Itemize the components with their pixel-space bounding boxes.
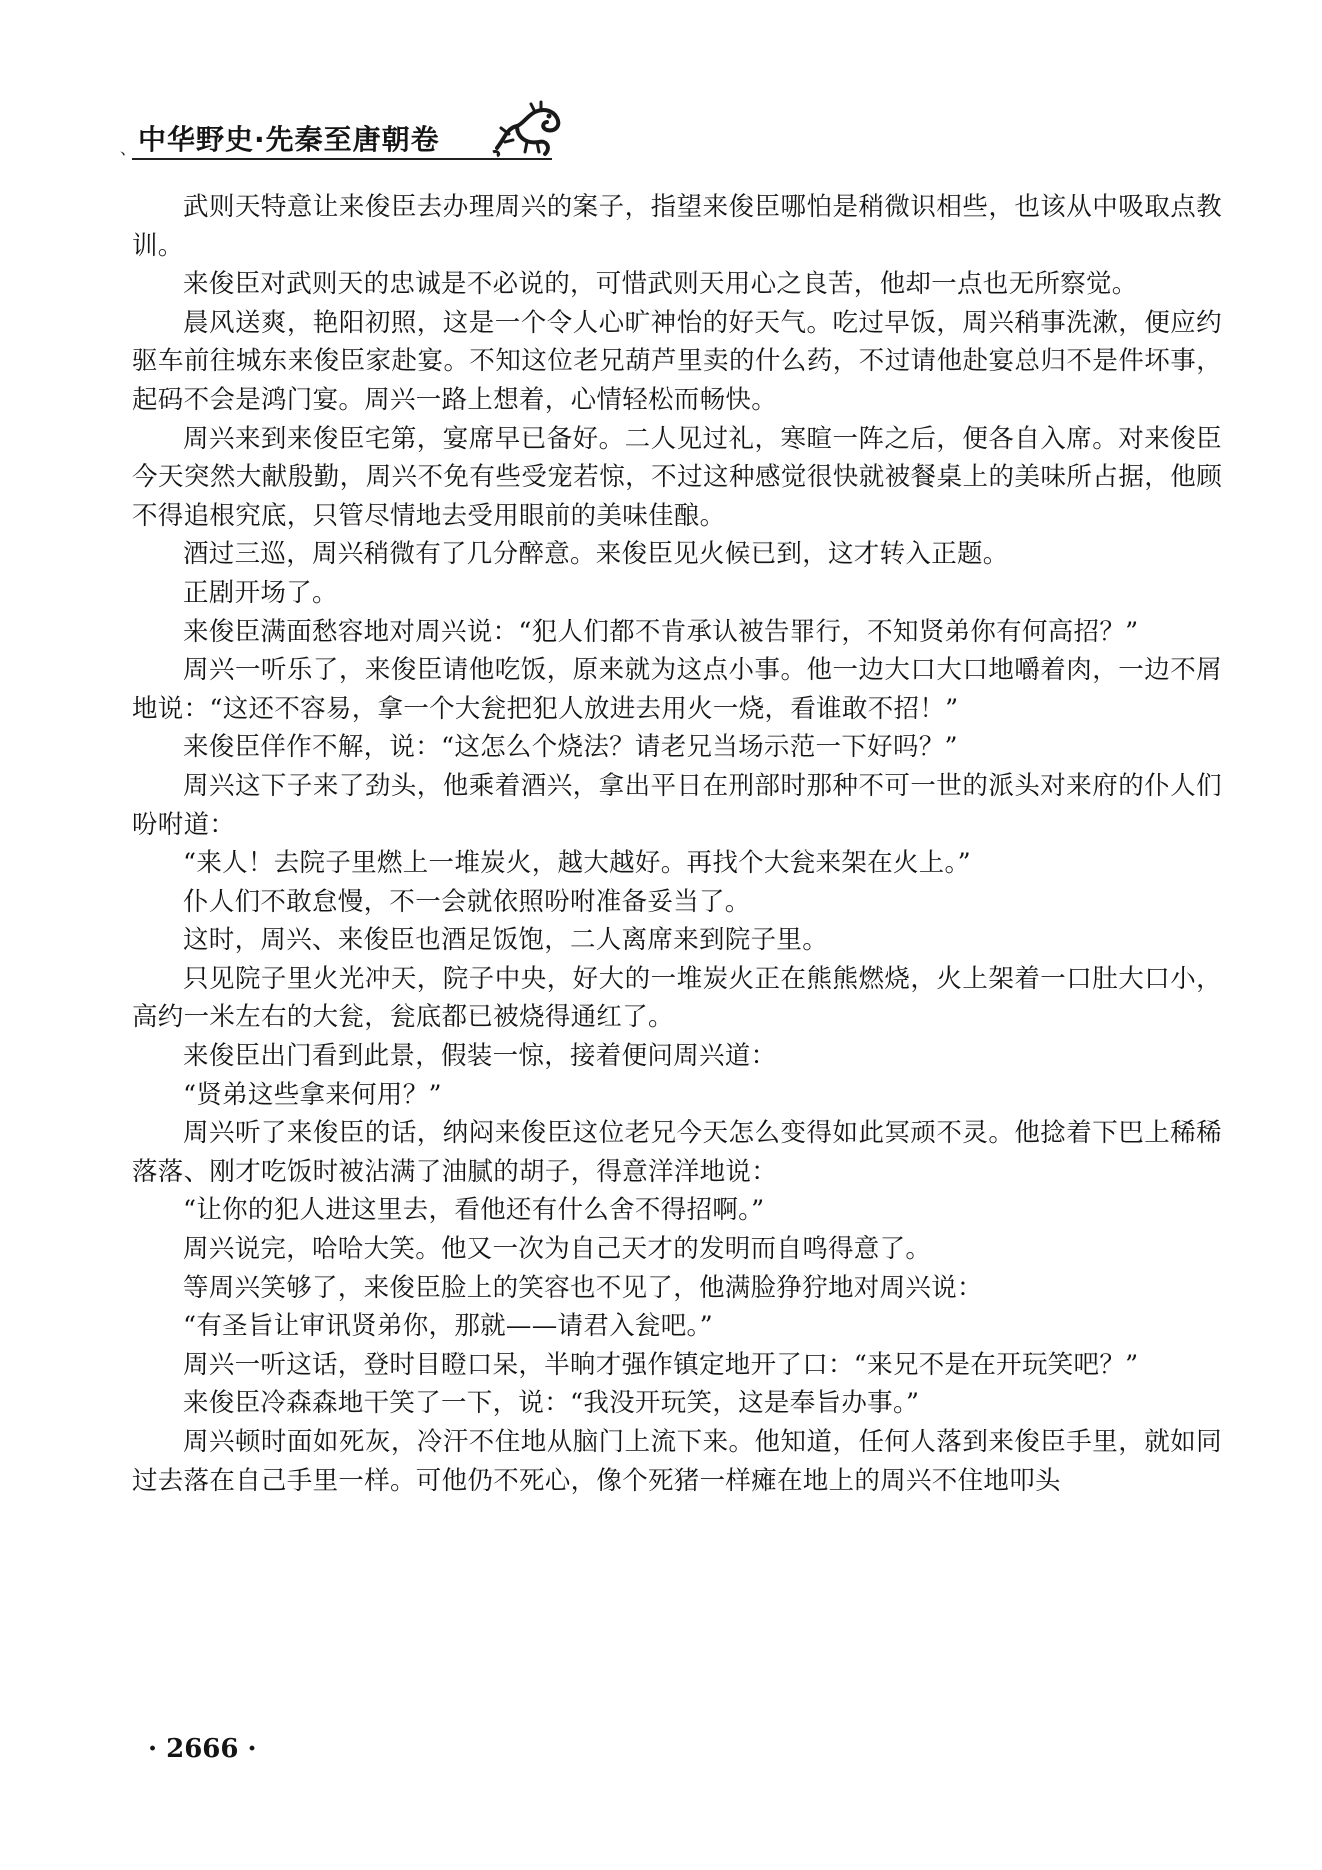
paragraph: 来俊臣冷森森地干笑了一下，说：“我没开玩笑，这是奉旨办事。” [183,1388,920,1419]
paragraph: “有圣旨让审讯贤弟你，那就——请君入瓮吧。” [183,1311,713,1342]
paragraph: 来俊臣满面愁容地对周兴说：“犯人们都不肯承认被告罪行，不知贤弟你有何高招？” [183,616,1139,647]
paragraph: 晨风送爽，艳阳初照，这是一个令人心旷神怡的好天气。吃过早饭，周兴稍事洗漱，便应约驱车前往城东来俊臣家赴宴。不知这位老兄葫芦里卖的什么药，不过请他赴宴总归不是件坏事，起码不会是鸿门宴。周兴一路上想着，心情轻松而畅快。 [132,307,1222,415]
paragraph: “贤弟这些拿来何用？” [183,1079,442,1110]
paragraph: 周兴说完，哈哈大笑。他又一次为自己天才的发明而自鸣得意了。 [183,1234,932,1265]
paragraph: “来人！去院子里燃上一堆炭火，越大越好。再找个大瓮来架在火上。” [183,848,971,879]
page-number: · 2666 · [148,1734,257,1764]
paragraph: “让你的犯人进这里去，看他还有什么舍不得招啊。” [183,1195,765,1226]
header-lead-mark: 、 [120,139,137,158]
paragraph: 周兴一听乐了，来俊臣请他吃饭，原来就为这点小事。他一边大口大口地嚼着肉，一边不屑地说：“这还不容易，拿一个大瓮把犯人放进去用火一烧，看谁敢不招！” [132,655,1222,724]
paragraph: 等周兴笑够了，来俊臣脸上的笑容也不见了，他满脸狰狞地对周兴说： [183,1272,983,1303]
paragraph: 武则天特意让来俊臣去办理周兴的案子，指望来俊臣哪怕是稍微识相些，也该从中吸取点教训。 [132,192,1222,261]
body-text [132,188,1222,1500]
paragraph: 周兴这下子来了劲头，他乘着酒兴，拿出平日在刑部时那种不可一世的派头对来府的仆人们吩咐道： [132,770,1222,840]
paragraph: 正剧开场了。 [183,577,338,608]
paragraph: 周兴来到来俊臣宅第，宴席早已备好。二人见过礼，寒暄一阵之后，便各自入席。对来俊臣今天突然大献殷勤，周兴不免有些受宠若惊，不过这种感觉很快就被餐桌上的美味所占据，他顾不得追根究底，只管尽情地去受用眼前的美味佳酿。 [132,423,1222,531]
running-header [112,112,572,164]
paragraph: 仆人们不敢怠慢，不一会就依照吩咐准备妥当了。 [183,886,751,917]
paragraph: 只见院子里火光冲天，院子中央，好大的一堆炭火正在熊熊燃烧，火上架着一口肚大口小，高约一米左右的大瓮，瓮底都已被烧得通红了。 [132,963,1222,1033]
paragraph: 周兴顿时面如死灰，冷汗不住地从脑门上流下来。他知道，任何人落到来俊臣手里，就如同过去落在自己手里一样。可他仍不死心，像个死猪一样瘫在地上的周兴不住地叩头 [132,1427,1222,1496]
paragraph: 周兴听了来俊臣的话，纳闷来俊臣这位老兄今天怎么变得如此冥顽不灵。他捻着下巴上稀稀落落、刚才吃饭时被沾满了油腻的胡子，得意洋洋地说： [132,1118,1222,1187]
paragraph: 酒过三巡，周兴稍微有了几分醉意。来俊臣见火候已到，这才转入正题。 [183,539,1009,570]
paragraph: 周兴一听这话，登时目瞪口呆，半晌才强作镇定地开了口：“来兄不是在开玩笑吧？” [183,1349,1139,1380]
paragraph: 来俊臣对武则天的忠诚是不必说的，可惜武则天用心之良苦，他却一点也无所察觉。 [183,269,1138,300]
paragraph: 这时，周兴、来俊臣也酒足饭饱，二人离席来到院子里。 [183,925,829,956]
paragraph: 来俊臣出门看到此景，假装一惊，接着便问周兴道： [183,1041,777,1072]
header-rule [132,158,552,160]
dragon-emblem-icon [487,98,567,160]
paragraph: 来俊臣佯作不解，说：“这怎么个烧法？请老兄当场示范一下好吗？” [183,732,958,763]
header-series-title: 中华野史·先秦至唐朝卷 [138,123,440,156]
